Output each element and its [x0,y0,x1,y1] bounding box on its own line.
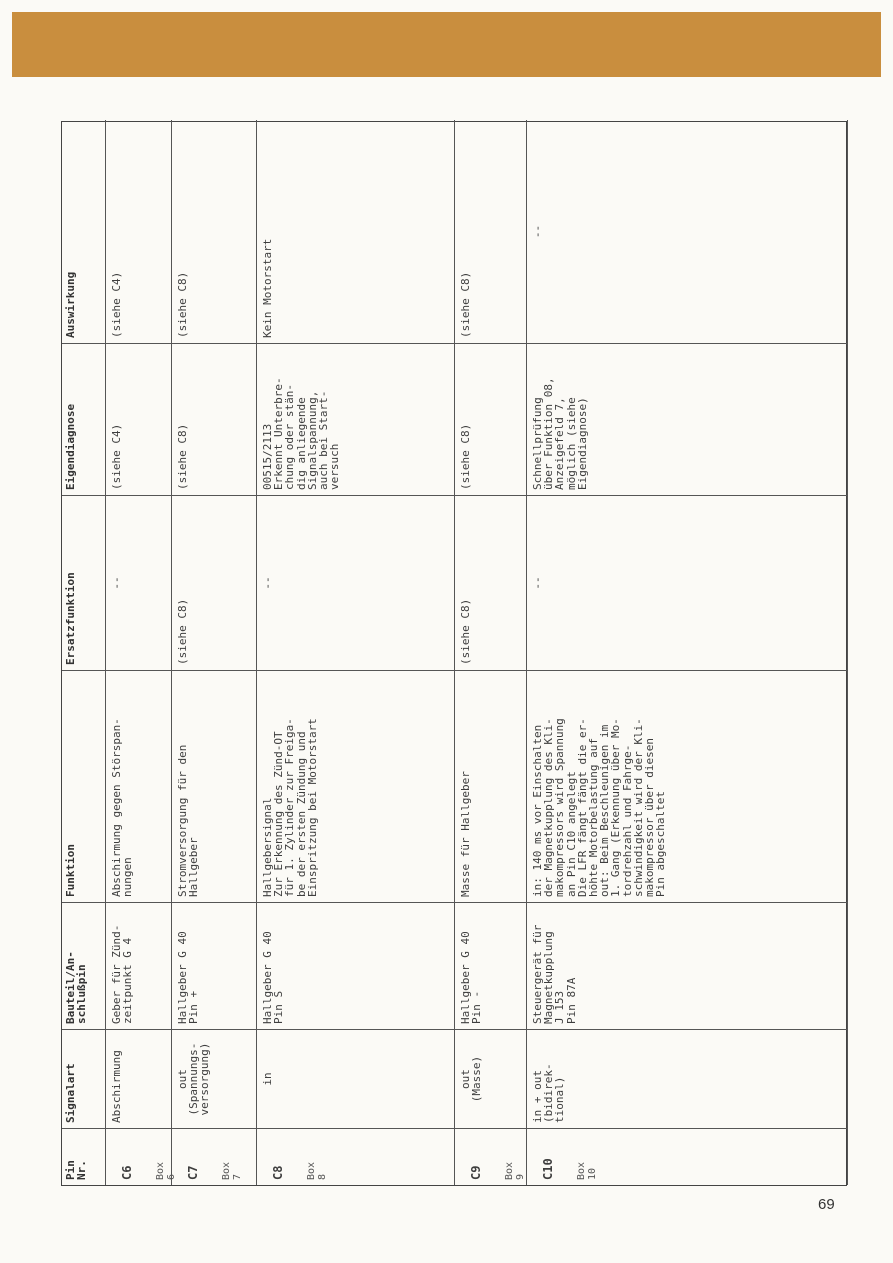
row-c6-diagnosis: (siehe C4) [106,343,172,495]
row-c6-function: Abschirmung gegen Störspan- nungen [106,670,172,902]
row-c6-substitute: -- [106,495,172,670]
header-funktion: Funktion [62,670,106,902]
row-c9-function: Masse für Hallgeber [455,670,527,902]
box-label: Box 6 [154,1161,177,1180]
row-c9-component: Hallgeber G 40 Pin - [455,902,527,1029]
row-c8-effect: Kein Motorstart [257,120,455,343]
header-signalart: Signalart [62,1029,106,1128]
row-c6-pin [106,1128,177,1185]
row-c7-pin [172,1128,257,1185]
box-label: Box 8 [305,1161,328,1180]
row-c9-effect: (siehe C8) [455,120,527,343]
row-c10-component: Steuergerät für Magnetkupplung J 153 Pin 87A [527,902,848,1029]
row-c6-signal: Abschirmung [106,1029,172,1128]
row-c8-signal: in [257,1029,455,1128]
pin-number: C8 [271,1165,286,1180]
header-eigendiagnose: Eigendiagnose [62,343,106,495]
row-c9-diagnosis: (siehe C8) [455,343,527,495]
row-c9-signal: out (Masse) [455,1029,527,1128]
row-c10-pin [527,1128,848,1185]
row-c10-function: in: 140 ms vor Einschalten der Magnetkupplung des Kli- makompressors wird Spannung an Pin C10 angelegt Die LFR fängt fängt die er- höhte Motorbelastung auf out: Beim Beschleunigen im 1. Gang (Erkennung über Mo- tordrehzahl und Fahrge- schwindigkeit wird der Kli- makompressor über diesen Pin abgeschaltet [527,670,848,902]
row-c8-component: Hallgeber G 40 Pin S [257,902,455,1029]
row-c8-pin [257,1128,455,1185]
box-label: Box 7 [220,1161,243,1180]
pin-number: C7 [186,1165,201,1180]
page-number: 69 [818,1196,835,1213]
row-c8-diagnosis: 00515/2113 Erkennt Unterbre- chung oder stän- dig anliegende Signalspannung, auch bei Start- versuch [257,343,455,495]
box-label: Box 9 [503,1161,526,1180]
header-bauteil: Bauteil/An- schlußpin [62,902,106,1029]
row-c8-substitute: -- [257,495,455,670]
row-c9-pin [455,1128,527,1185]
row-c7-effect: (siehe C8) [172,120,257,343]
pin-table [61,121,847,1186]
row-c7-component: Hallgeber G 40 Pin + [172,902,257,1029]
row-c7-substitute: (siehe C8) [172,495,257,670]
row-c10-signal: in + out (bidirek- tional) [527,1029,848,1128]
row-c7-signal: out (Spannungs- versorgung) [172,1029,257,1128]
pin-table-wrapper [61,121,847,1186]
pin-number: C9 [469,1165,484,1180]
pin-number: C10 [541,1158,556,1180]
box-label: Box 10 [575,1161,598,1180]
row-c6-component: Geber für Zünd- zeitpunkt G 4 [106,902,172,1029]
pin-number: C6 [120,1165,135,1180]
header-pin-nr: Pin Nr. [62,1128,106,1185]
row-c6-effect: (siehe C4) [106,120,172,343]
header-ersatzfunktion: Ersatzfunktion [62,495,106,670]
row-c9-substitute: (siehe C8) [455,495,527,670]
row-c10-substitute: -- [527,495,848,670]
row-c8-function: Hallgebersignal Zur Erkennung des Zünd-OT für 1. Zylinder zur Freiga- be der ersten Zündung und Einspritzung bei Motorstart [257,670,455,902]
rotated-table [61,121,847,1186]
row-c7-diagnosis: (siehe C8) [172,343,257,495]
top-color-band [12,12,881,77]
row-c10-effect: -- [527,120,848,343]
header-auswirkung: Auswirkung [62,120,106,343]
row-c10-diagnosis: Schnellprüfung über Funktion 08, Anzeigefeld 7, möglich (siehe Eigendiagnose) [527,343,848,495]
row-c7-function: Stromversorgung für den Hallgeber [172,670,257,902]
